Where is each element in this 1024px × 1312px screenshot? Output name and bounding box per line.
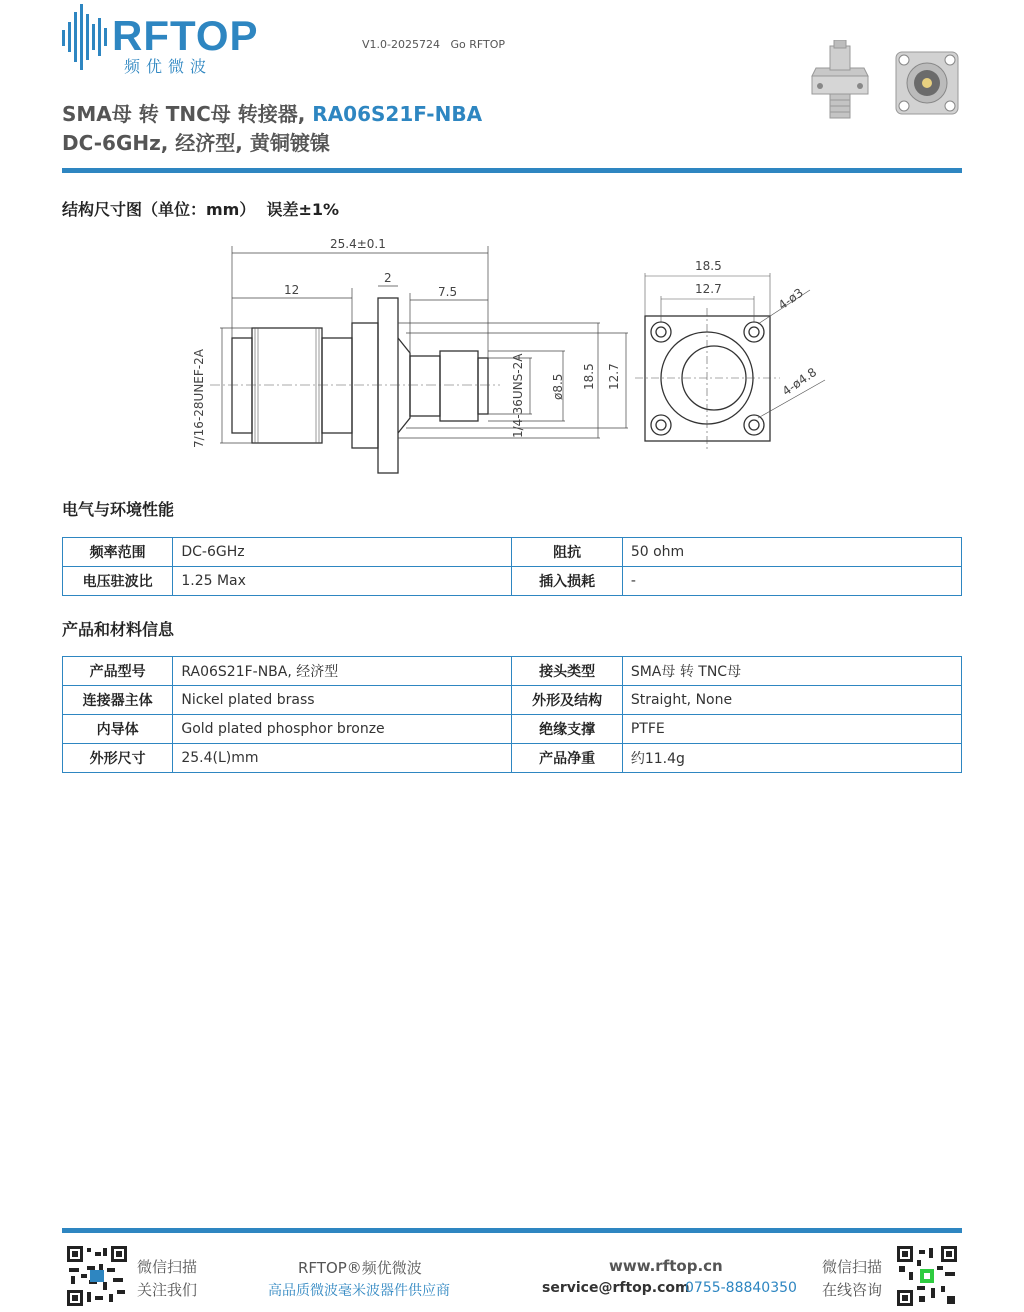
spec-value: - [622,567,961,596]
footer-wechat-scan: 微信扫描 [137,1258,198,1276]
dim-diameter: ø8.5 [551,373,565,400]
table-row [63,715,962,744]
spec-key: 产品净重 [512,744,622,773]
spec-key: 连接器主体 [63,686,173,715]
spec-value: 50 ohm [622,538,961,567]
spec-key: 插入损耗 [512,567,622,596]
spec-value: 25.4(L)mm [173,744,512,773]
product-subtitle: DC-6GHz, 经济型, 黄铜镀镍 [62,131,330,155]
dim-right-thread: 1/4-36UNS-2A [511,353,525,438]
qr-code-icon [897,1246,957,1306]
dim-overall-length: 25.4±0.1 [330,237,386,251]
product-front-view [896,52,958,114]
dimension-drawing [180,228,860,488]
logo-subtext: 频优微波 [124,57,213,76]
table-row [63,686,962,715]
spec-value: Straight, None [622,686,961,715]
dim-large-holes: 4-ø4.8 [779,364,820,399]
dim-flange-height: 18.5 [582,363,596,390]
dim-small-holes: 4-ø3 [775,285,806,313]
spec-key: 产品型号 [63,657,173,686]
drawing-section-title: 结构尺寸图（单位：mm） 误差±1% [62,200,340,219]
title-prefix: SMA母 转 TNC母 转接器, [62,102,313,126]
spec-key: 频率范围 [63,538,173,567]
spec-key: 阻抗 [512,538,622,567]
spec-value: RA06S21F-NBA, 经济型 [173,657,512,686]
footer-divider [62,1228,962,1233]
spec-value: 约11.4g [622,744,961,773]
qr-code-icon [67,1246,127,1306]
footer-website[interactable]: www.rftop.cn [609,1257,723,1275]
spec-value: Nickel plated brass [173,686,512,715]
dim-front-pitch: 12.7 [695,282,722,296]
product-side-view [812,40,868,118]
product-table [62,656,962,773]
spec-key: 外形及结构 [512,686,622,715]
dim-left-length: 12 [284,283,300,297]
version-label: V1.0-2025724 Go RFTOP [362,38,506,51]
front-view [645,316,770,441]
company-logo [62,2,272,74]
wechat-qr-code[interactable] [67,1246,127,1306]
product-photo [808,40,963,120]
logo-text: RFTOP [112,12,259,59]
table-row [63,567,962,596]
table-row [63,744,962,773]
spec-value: SMA母 转 TNC母 [622,657,961,686]
table-row [63,657,962,686]
electrical-section-title: 电气与环境性能 [62,500,175,519]
spec-value: Gold plated phosphor bronze [173,715,512,744]
dim-right-length: 7.5 [438,285,458,299]
spec-value: PTFE [622,715,961,744]
product-title [62,98,482,127]
spec-key: 绝缘支撑 [512,715,622,744]
footer-wechat-scan-2: 微信扫描 [822,1258,883,1276]
spec-value: 1.25 Max [173,567,512,596]
footer-brand: RFTOP®频优微波 [298,1259,422,1277]
footer-email[interactable]: service@rftop.com [542,1280,690,1296]
table-row [63,538,962,567]
dim-front-width: 18.5 [695,259,722,273]
dim-hole-pitch: 12.7 [607,363,621,390]
consult-qr-code[interactable] [897,1246,957,1306]
spec-key: 内导体 [63,715,173,744]
spec-key: 外形尺寸 [63,744,173,773]
footer-online-consult: 在线咨询 [822,1281,883,1299]
product-section-title: 产品和材料信息 [62,620,175,639]
electrical-table [62,537,962,596]
footer-slogan: 高品质微波毫米波器件供应商 [268,1283,450,1299]
footer-phone[interactable]: 0755-88840350 [685,1280,797,1296]
dim-left-thread: 7/16-28UNEF-2A [192,349,206,448]
part-number: RA06S21F-NBA [312,102,483,126]
spec-key: 接头类型 [512,657,622,686]
spec-value: DC-6GHz [173,538,512,567]
dim-flange-thickness: 2 [384,271,392,285]
header-divider [62,168,962,173]
spec-key: 电压驻波比 [63,567,173,596]
wave-logo-icon [62,4,108,70]
footer-follow-us: 关注我们 [137,1281,198,1299]
